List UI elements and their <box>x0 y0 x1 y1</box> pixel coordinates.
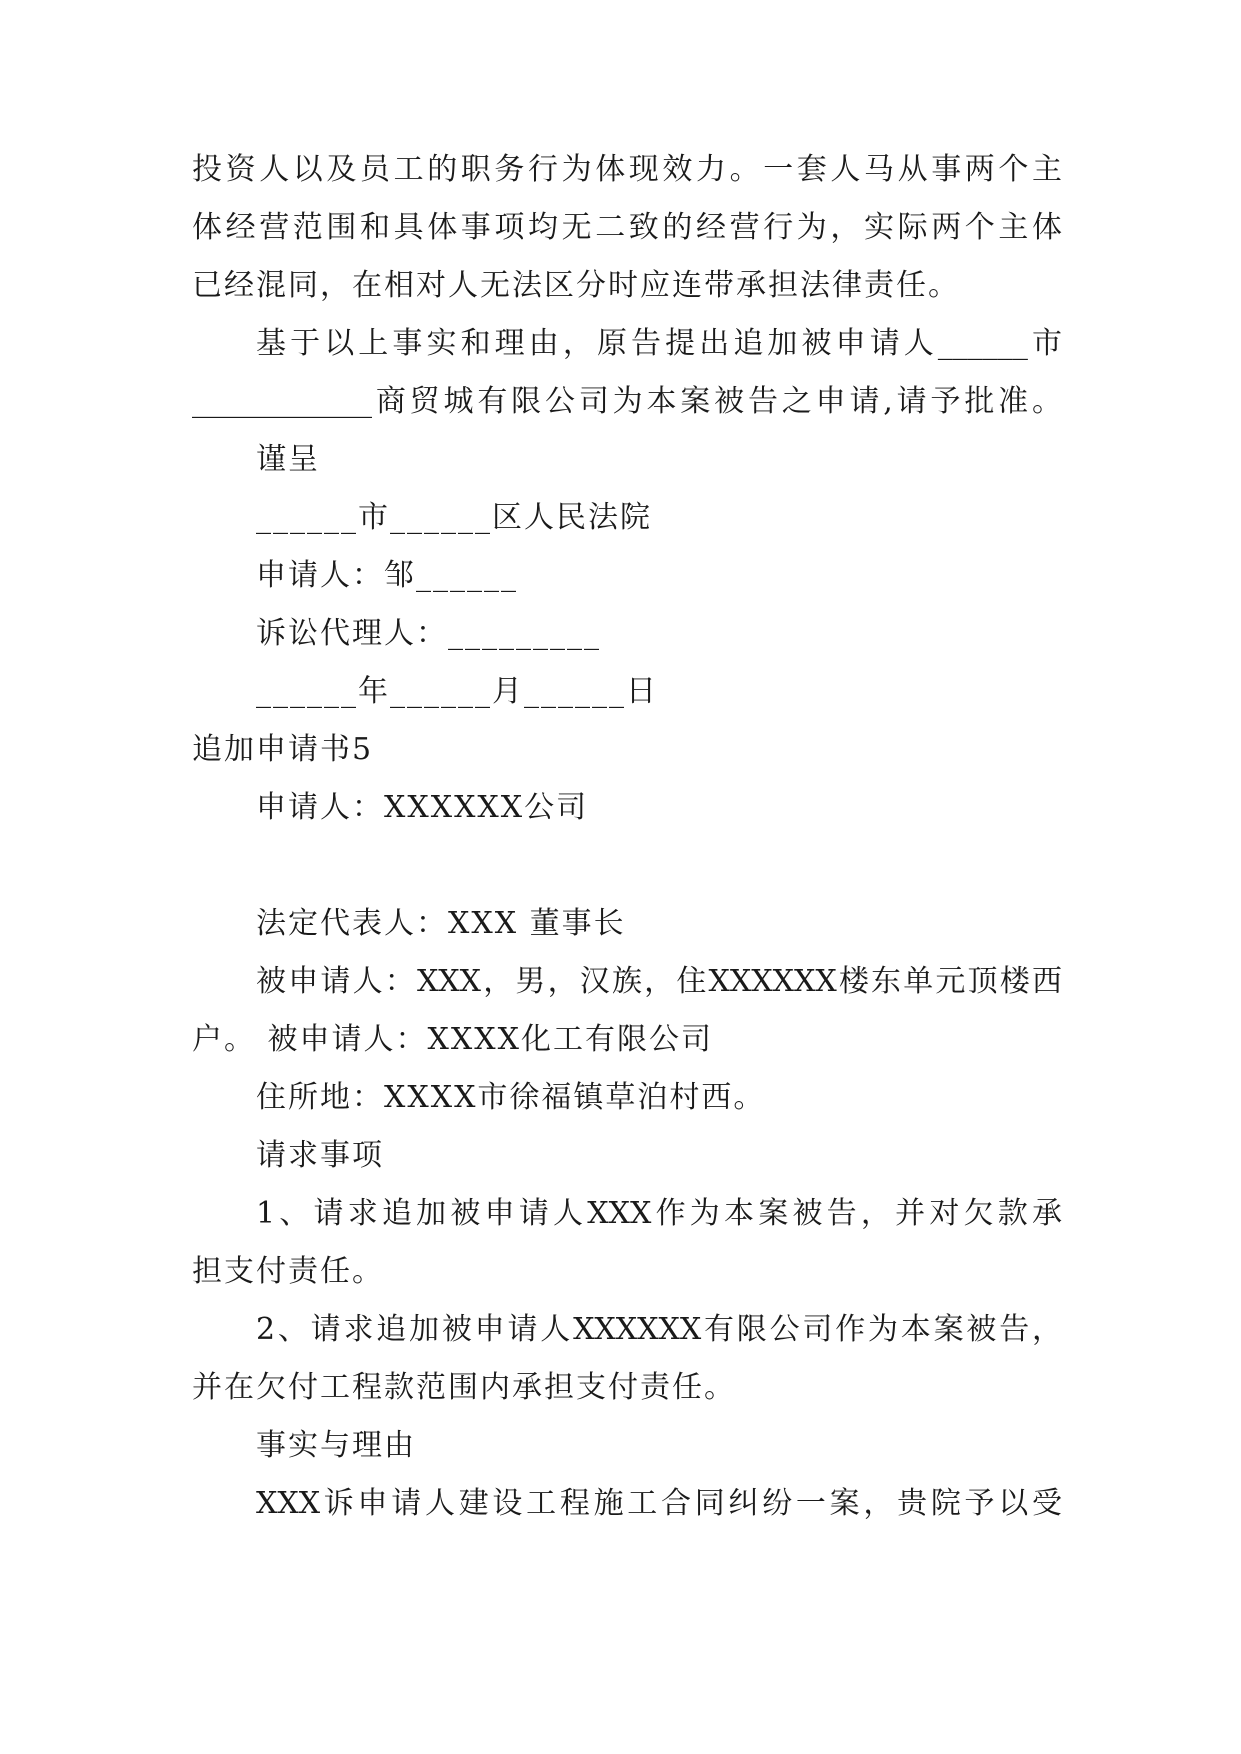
text-line: 户。 被申请人：XXXX化工有限公司 <box>192 1022 713 1057</box>
text-line: 基于以上事实和理由，原告提出追加被申请人______市 <box>256 326 1062 361</box>
text-line: 被申请人：XXX，男，汉族，住XXXXXX楼东单元顶楼西 <box>256 964 1062 999</box>
text-line: 法定代表人：XXX 董事长 <box>256 906 626 941</box>
text-line: XXX诉申请人建设工程施工合同纠纷一案，贵院予以受 <box>256 1486 1062 1521</box>
text-line: 担支付责任。 <box>192 1254 384 1289</box>
text-line: ____________商贸城有限公司为本案被告之申请,请予批准。 <box>192 384 1062 419</box>
text-line: ______市______区人民法院 <box>256 500 652 535</box>
text-line: 申请人：XXXXXX公司 <box>256 790 589 825</box>
text-line: 谨呈 <box>256 442 320 477</box>
section-heading: 追加申请书5 <box>192 732 374 767</box>
text-line: 并在欠付工程款范围内承担支付责任。 <box>192 1370 736 1405</box>
text-line: ______年______月______日 <box>256 674 658 709</box>
text-line: 1、请求追加被申请人XXX作为本案被告，并对欠款承 <box>256 1196 1062 1231</box>
text-line: 诉讼代理人：_________ <box>256 616 601 651</box>
text-line: 事实与理由 <box>256 1428 416 1463</box>
text-line: 申请人：邹______ <box>256 558 518 593</box>
text-line: 2、请求追加被申请人XXXXXX有限公司作为本案被告， <box>256 1312 1062 1347</box>
text-line: 体经营范围和具体事项均无二致的经营行为，实际两个主体 <box>192 210 1062 245</box>
text-line: 已经混同，在相对人无法区分时应连带承担法律责任。 <box>192 268 960 303</box>
text-line: 请求事项 <box>256 1138 384 1173</box>
text-line: 住所地：XXXX市徐福镇草泊村西。 <box>256 1080 766 1115</box>
text-line: 投资人以及员工的职务行为体现效力。一套人马从事两个主 <box>192 152 1062 187</box>
